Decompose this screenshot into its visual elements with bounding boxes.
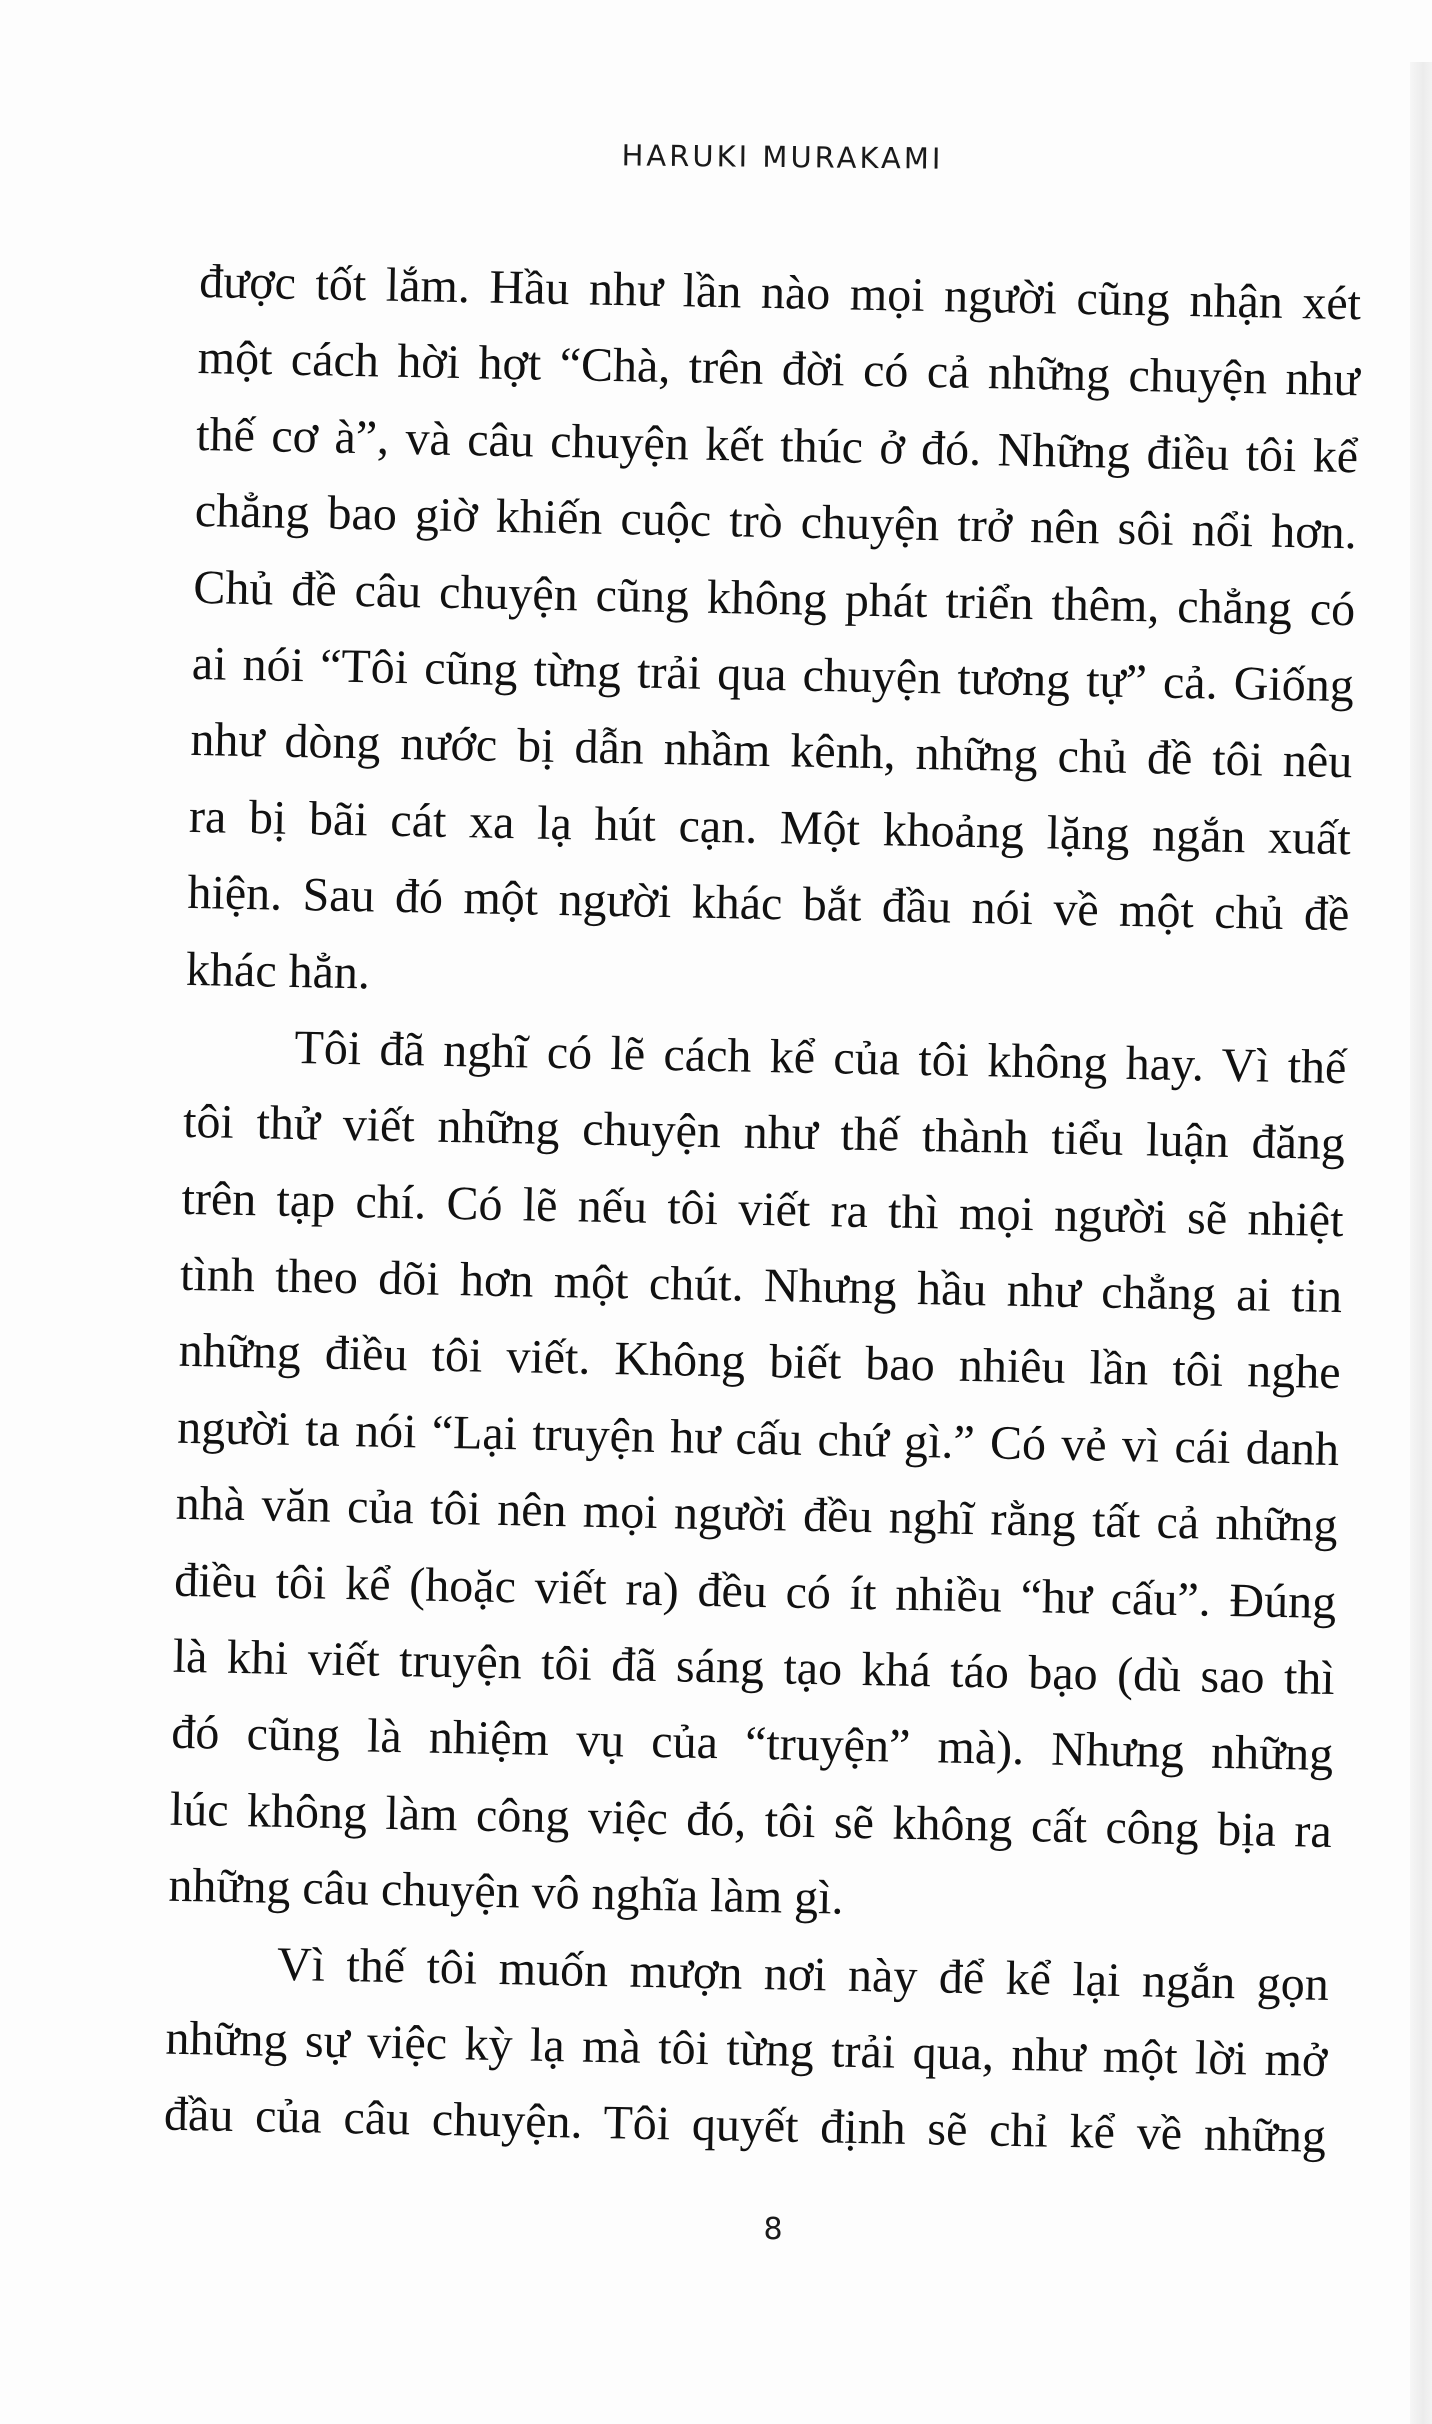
text-line: chẳng bao giờ khiến cuộc trò chuyện trở nên sôi nổi hơn.	[194, 484, 1358, 560]
text-line: tình theo dõi hơn một chút. Nhưng hầu như chẳng ai tin	[179, 1247, 1343, 1324]
text-line: lúc không làm công việc đó, tôi sẽ không cất công bịa ra	[169, 1782, 1333, 1858]
text-line-paragraph-start: Vì thế tôi muốn mượn nơi này để kể lại ngắn gọn	[276, 1937, 1330, 2011]
body-text	[163, 244, 1361, 2176]
text-line: trên tạp chí. Có lẽ nếu tôi viết ra thì mọi người sẽ nhiệt	[181, 1171, 1344, 1247]
text-line: được tốt lắm. Hầu như lần nào mọi người cũng nhận xét	[198, 254, 1362, 331]
text-line: khác hẳn.	[185, 942, 371, 999]
text-line: ra bị bãi cát xa lạ hút cạn. Một khoảng lặng ngắn xuất	[188, 789, 1352, 865]
text-line: đó cũng là nhiệm vụ của “truyện” mà). Nhưng những	[170, 1706, 1334, 1782]
page-number: 8	[763, 2212, 783, 2247]
text-line: một cách hời hợt “Chà, trên đời có cả những chuyện như	[197, 331, 1361, 407]
text-line: những sự việc kỳ lạ mà tôi từng trải qua, như một lời mở	[165, 2011, 1328, 2087]
page-edge-shadow	[1410, 62, 1432, 2424]
text-line: hiện. Sau đó một người khác bắt đầu nói về một chủ đề	[187, 866, 1350, 942]
text-line: những điều tôi viết. Không biết bao nhiêu lần tôi nghe	[178, 1324, 1342, 1400]
text-line: là khi viết truyện tôi đã sáng tạo khá táo bạo (dù sao thì	[172, 1629, 1336, 1706]
text-line: thế cơ à”, và câu chuyện kết thúc ở đó. Những điều tôi kể	[195, 407, 1359, 484]
text-line: nhà văn của tôi nên mọi người đều nghĩ rằng tất cả những	[175, 1477, 1339, 1553]
text-line: đầu của câu chuyện. Tôi quyết định sẽ chỉ kể về những	[163, 2088, 1327, 2164]
text-line: ai nói “Tôi cũng từng trải qua chuyện tương tự” cả. Giống	[191, 636, 1355, 713]
text-line-paragraph-start: Tôi đã nghĩ có lẽ cách kể của tôi không hay. Vì thế	[294, 1020, 1347, 1095]
text-line: những câu chuyện vô nghĩa làm gì.	[167, 1858, 845, 1925]
text-line: tôi thử viết những chuyện như thế thành tiểu luận đăng	[182, 1095, 1346, 1171]
running-head-author: HARUKI MURAKAMI	[621, 138, 944, 176]
text-line: Chủ đề câu chuyện cũng không phát triển thêm, chẳng có	[192, 560, 1356, 636]
text-line: điều tôi kể (hoặc viết ra) đều có ít nhiều “hư cấu”. Đúng	[173, 1553, 1337, 1629]
text-line: như dòng nước bị dẫn nhầm kênh, những chủ đề tôi nêu	[189, 713, 1353, 789]
text-line: người ta nói “Lại truyện hư cấu chứ gì.” Có vẻ vì cái danh	[176, 1400, 1340, 1476]
